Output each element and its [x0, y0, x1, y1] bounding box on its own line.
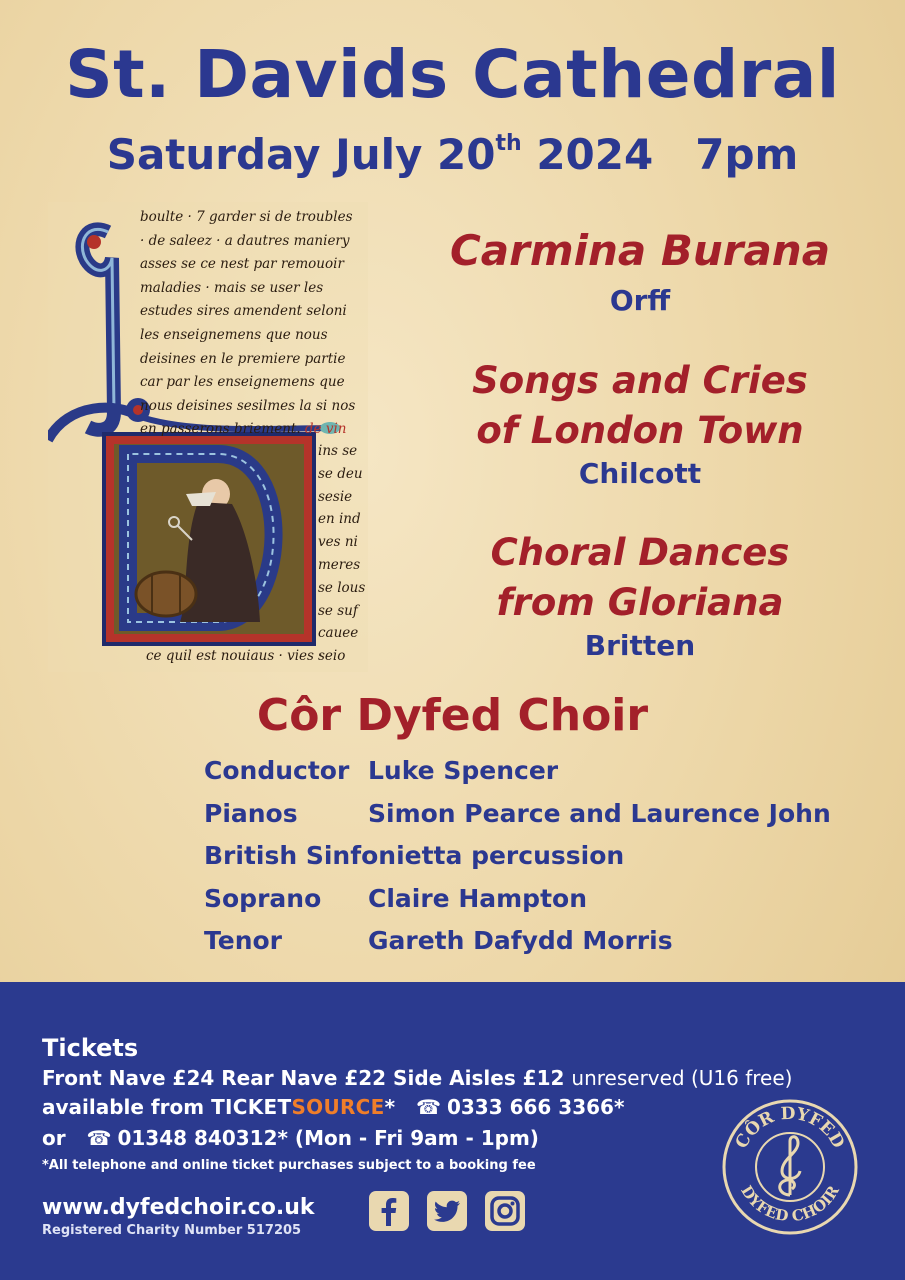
website-link[interactable]: www.dyfedchoir.co.uk [42, 1195, 315, 1220]
ms-rubric: de vin [304, 421, 347, 438]
booking-fee-note: *All telephone and online ticket purchases subject to a booking fee [42, 1158, 536, 1173]
ms-side-line: se deu [318, 465, 363, 482]
credit-role: Pianos [204, 798, 298, 828]
ms-line: boulte · 7 garder si de troubles [140, 209, 353, 225]
ms-side-line: meres [318, 556, 361, 573]
date-year: 2024 [536, 130, 654, 179]
ms-side-line: se suf [318, 602, 358, 619]
ticketsource-logo-part: TICKET [211, 1095, 292, 1119]
manuscript-illustration [48, 202, 368, 672]
work-title-line: Choral Dances [490, 531, 790, 574]
work-title-songs-and-cries [420, 356, 860, 456]
available-from-label: available from [42, 1095, 205, 1119]
ms-line: deisines en le premiere partie [140, 350, 346, 367]
work-title-choral-dances [420, 528, 860, 628]
composer-chilcott: Chilcott [578, 457, 702, 490]
ms-line: estudes sires amendent seloni [140, 303, 347, 320]
tickets-heading: Tickets [42, 1034, 139, 1062]
ms-line: les enseignemens que nous [140, 326, 328, 343]
phone-number-2[interactable]: 01348 840312* (Mon - Fri 9am - 1pm) [117, 1126, 539, 1150]
credit-name: Gareth Dafydd Morris [368, 926, 673, 955]
ms-line: asses se ce nest par remouoir [140, 256, 344, 273]
ms-side-line: ins se [318, 443, 358, 459]
ms-side-line: en ind [318, 511, 361, 528]
event-date [0, 130, 905, 179]
twitter-icon[interactable] [426, 1190, 468, 1232]
work-title-line: Songs and Cries [472, 359, 808, 402]
work-title-carmina-burana [420, 226, 860, 276]
ms-line [140, 418, 368, 442]
telephone-icon: ☎ [415, 1095, 441, 1119]
credit-role: Soprano [204, 883, 322, 913]
seal-bottom-text: DYFED CHOIR [737, 1182, 843, 1226]
unreserved-note: unreserved (U16 free) [571, 1066, 793, 1090]
credit-name: Luke Spencer [368, 756, 559, 785]
ms-side-line: cauee [318, 625, 359, 642]
work-title-line: of London Town [476, 409, 804, 452]
event-time: 7pm [695, 130, 799, 179]
availability-line [42, 1095, 624, 1119]
credit-role: British Sinfonietta percussion [204, 841, 625, 870]
ticket-footer [0, 982, 905, 1280]
ticket-prices [42, 1066, 792, 1090]
ticketsource-asterisk: * [384, 1095, 396, 1119]
credit-name: Claire Hampton [368, 883, 588, 913]
credit-role: Conductor [204, 756, 350, 785]
seal-top-text: CÔR DYFED [731, 1103, 849, 1152]
ticketsource-logo-part: SOURCE [291, 1095, 385, 1119]
manuscript-side-text [318, 440, 370, 668]
credit-name: Simon Pearce and Laurence John [368, 798, 831, 828]
ms-line: car par les enseignemens que [140, 374, 345, 391]
phone-number-1[interactable]: 0333 666 3366* [446, 1095, 625, 1119]
ms-line: · de saleez · a dautres maniery [140, 232, 350, 249]
ms-side-line: se lous [318, 579, 366, 596]
facebook-icon[interactable] [368, 1190, 410, 1232]
telephone-icon: ☎ [86, 1126, 112, 1150]
composer-orff: Orff [609, 284, 671, 317]
work-title-line: from Gloriana [496, 581, 784, 624]
instagram-icon[interactable] [484, 1190, 526, 1232]
or-label: or [42, 1126, 66, 1150]
venue-title: St. Davids Cathedral [65, 36, 840, 113]
date-ordinal: th [495, 131, 522, 156]
ms-line-main: en passerons briement. [140, 421, 301, 438]
manuscript-text [140, 206, 368, 442]
credit-role: Tenor [204, 926, 282, 955]
choir-name: Côr Dyfed Choir [256, 690, 649, 741]
composer-britten: Britten [584, 629, 696, 662]
choir-seal-logo [720, 1097, 860, 1237]
ms-side-line: ves ni [318, 534, 358, 551]
ms-line: nous deisines sesilmes la si nos [140, 397, 356, 414]
ms-line: maladies · mais se user les [140, 279, 324, 296]
charity-number: Registered Charity Number 517205 [42, 1223, 302, 1238]
work-title-line: Carmina Burana [449, 226, 831, 275]
price-list: Front Nave £24 Rear Nave £22 Side Aisles £12 [42, 1066, 565, 1090]
ms-bottom-line: ce quil est nouiaus · vies · [146, 648, 323, 664]
phone-line-2 [42, 1126, 539, 1150]
date-text: Saturday July 20 [106, 130, 496, 179]
ms-side-line: seio [318, 648, 346, 665]
ms-side-line: sesie [318, 488, 353, 505]
ticketsource-logo[interactable] [211, 1095, 385, 1119]
